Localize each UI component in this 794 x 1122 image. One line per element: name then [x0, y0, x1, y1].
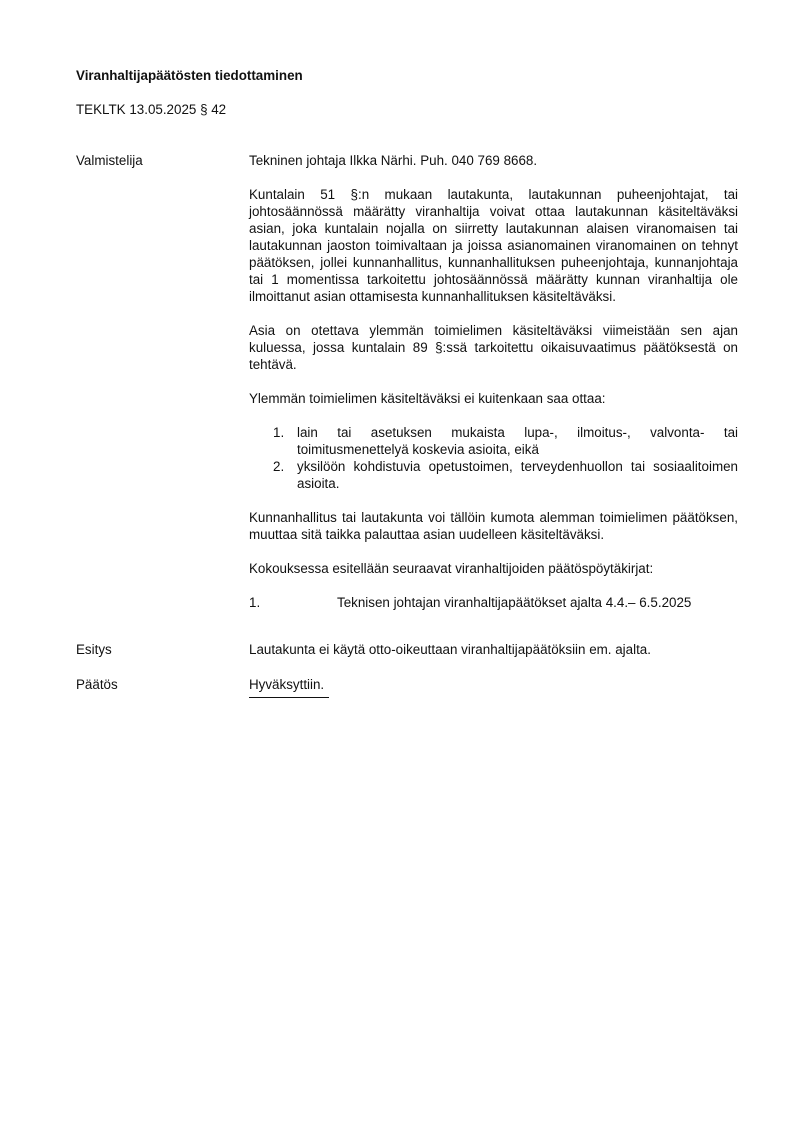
- section-body-paatos: [249, 676, 738, 698]
- body-paragraph-4: Kunnanhallitus tai lautakunta voi tällöin kumota alemman toimielimen päätöksen, muuttaa sitä taikka palauttaa asian uudelleen käsiteltäväksi.: [249, 510, 738, 542]
- list-item: [249, 424, 738, 458]
- list-item-number: 1.: [273, 425, 285, 440]
- body-paragraph-2: Asia on otettava ylemmän toimielimen käsiteltäväksi viimeistään sen ajan kuluessa, jossa kuntalain 89 §:ssä tarkoitettu oikaisuvaatimus päätöksestä on tehtävä.: [249, 323, 738, 372]
- proposal-text: Lautakunta ei käytä otto-oikeuttaan viranhaltijapäätöksiin em. ajalta.: [249, 642, 651, 657]
- exceptions-list: [249, 424, 738, 492]
- section-label-paatos: Päätös: [76, 677, 118, 692]
- list-item-text: yksilöön kohdistuvia opetustoimen, terveydenhuollon tai sosiaalitoimen asioita.: [297, 459, 738, 491]
- section-body-esitys: [249, 641, 738, 675]
- minutes-item-text: Teknisen johtajan viranhaltijapäätökset ajalta 4.4.– 6.5.2025: [337, 595, 692, 610]
- minutes-list-item: [249, 594, 738, 611]
- list-item: [249, 458, 738, 492]
- section-label-esitys: Esitys: [76, 642, 112, 657]
- decision-text: Hyväksyttiin.: [249, 677, 325, 692]
- section-body-valmistelija: [249, 152, 738, 628]
- meeting-reference: TEKLTK 13.05.2025 § 42: [76, 102, 227, 117]
- body-paragraph-5: Kokouksessa esitellään seuraavat viranhaltijoiden päätöspöytäkirjat:: [249, 561, 654, 576]
- closing-rule: [249, 697, 329, 698]
- document-title: Viranhaltijapäätösten tiedottaminen: [76, 68, 303, 83]
- section-label-valmistelija: Valmistelija: [76, 153, 143, 168]
- minutes-item-number: 1.: [249, 595, 261, 610]
- preparer-line: Tekninen johtaja Ilkka Närhi. Puh. 040 769 8668.: [249, 153, 538, 168]
- body-paragraph-1: Kuntalain 51 §:n mukaan lautakunta, lautakunnan puheenjohtajat, tai johtosäännössä määrätty viranhaltija voivat ottaa lautakunnan käsiteltäväksi asian, joka kuntalain nojalla on siirretty lautakunnan alaisen viranomaisen tai lautakunnan jaoston toimivaltaan ja joissa asianomainen viranomainen on tehnyt päätöksen, jollei kunnanhallitus, kunnanhallituksen puheenjohtaja, kunnanjohtaja tai 1 momentissa tarkoitettu johtosäännössä määrätty kunnan viranhaltija ole ilmoittanut asian ottamisesta kunnanhallituksen käsiteltäväksi.: [249, 187, 738, 304]
- list-item-text: lain tai asetuksen mukaista lupa-, ilmoitus-, valvonta- tai toimitusmenettelyä koskevia asioita, eikä: [297, 425, 738, 457]
- list-item-number: 2.: [273, 459, 285, 474]
- body-paragraph-3: Ylemmän toimielimen käsiteltäväksi ei kuitenkaan saa ottaa:: [249, 391, 606, 406]
